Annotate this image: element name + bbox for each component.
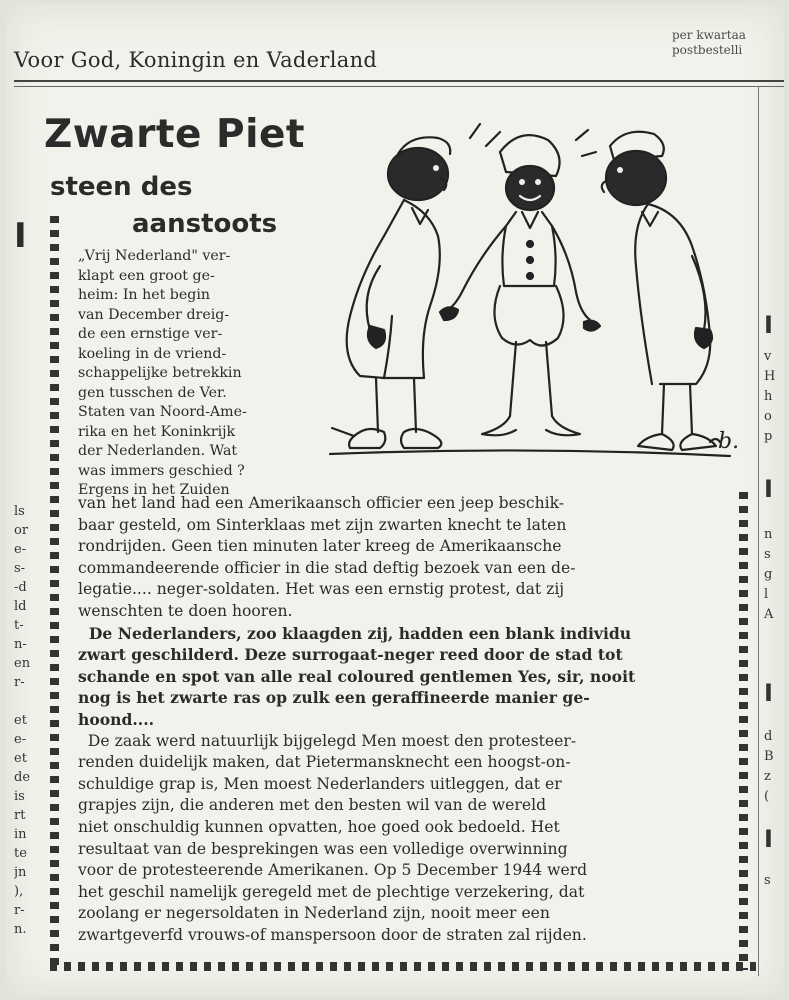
cartoon-illustration <box>320 116 752 482</box>
article-line: niet onschuldig kunnen opvatten, hoe goed ook bedoeld. Het <box>78 817 560 836</box>
right-column-fragment: H <box>764 369 776 384</box>
right-column-fragment: ( <box>764 789 770 804</box>
right-column-fragment: I <box>764 475 773 503</box>
article-line: „Vrij Nederland" ver- <box>78 248 231 264</box>
right-column-fragment: g <box>764 567 773 582</box>
left-column-fragment: en <box>14 656 31 671</box>
right-column-fragment: s <box>764 547 771 562</box>
article-line: hoond.... <box>78 709 155 729</box>
right-column-fragment: o <box>764 409 772 424</box>
left-column-initial: I <box>14 216 27 256</box>
right-column-fragment: v <box>764 349 772 364</box>
article-line: Ergens in het Zuiden <box>78 482 230 498</box>
article-line: wenschten te doen hooren. <box>78 601 293 620</box>
article-line: voor de protesteerende Amerikanen. Op 5 December 1944 werd <box>78 861 588 880</box>
article-line: de een ernstige ver- <box>78 326 223 342</box>
right-column-fragment: d <box>764 729 773 744</box>
subheadline-1: steen des <box>50 172 193 202</box>
left-column-fragment: n- <box>14 637 27 652</box>
left-column-fragment: et <box>14 751 27 766</box>
corner-line: postbestelli <box>672 43 743 57</box>
left-column-fragment: e- <box>14 542 27 557</box>
article-line: het geschil namelijk geregeld met de plechtige verzekering, dat <box>78 882 585 901</box>
left-column-fragment: ld <box>14 599 27 614</box>
headline: Zwarte Piet <box>44 112 306 157</box>
left-column-fragment: ), <box>14 884 24 899</box>
article-line: zwartgeverfd vrouws-of manspersoon door de straten zal rijden. <box>78 925 587 944</box>
left-column-fragment: r- <box>14 675 25 690</box>
right-column-fragment: A <box>764 607 774 622</box>
article-line: De Nederlanders, zoo klaagden zij, hadden een blank individu <box>78 623 632 643</box>
left-column-fragment: -d <box>14 580 27 595</box>
right-column-fragment: I <box>764 311 773 339</box>
article-line: schande en spot van alle real coloured gentlemen Yes, sir, nooit <box>78 666 636 686</box>
right-column-fragment: h <box>764 389 773 404</box>
left-column-fragment <box>14 692 40 711</box>
article-line: resultaat van de besprekingen was een volledige overwinning <box>78 839 568 858</box>
right-column-fragment: z <box>764 769 771 784</box>
article-line: Staten van Noord-Ame- <box>78 404 247 420</box>
left-column-fragment: et <box>14 713 27 728</box>
article-line: schuldige grap is, Men moest Nederlanders uitleggen, dat er <box>78 774 562 793</box>
article-line: heim: In het begin <box>78 287 211 303</box>
middle-figure <box>440 124 600 435</box>
right-figure <box>602 132 720 450</box>
article-line: nog is het zwarte ras op zulk een geraffineerde manier ge- <box>78 688 590 708</box>
left-column-fragment: rt <box>14 808 26 823</box>
right-column-fragment: I <box>764 679 773 707</box>
article-line: zoolang er negersoldaten in Nederland zijn, nooit meer een <box>78 904 550 923</box>
article-line: schappelijke betrekkin <box>78 365 242 381</box>
left-column-fragment: de <box>14 770 31 785</box>
masthead: Voor God, Koningin en Vaderland <box>14 48 378 72</box>
signature: b. <box>718 429 740 454</box>
newspaper-page <box>6 4 784 996</box>
column-rule <box>758 86 759 976</box>
left-column-fragment: r- <box>14 903 25 918</box>
left-figure <box>332 137 450 448</box>
subheadline-2: aanstoots <box>132 209 278 239</box>
article-line: van het land had een Amerikaansch officier een jeep beschik- <box>78 494 565 512</box>
left-column-fragment: te <box>14 846 27 861</box>
article-line: commandeerende officier in die stad deftig bezoek van een de- <box>78 558 576 577</box>
corner-text <box>672 28 746 58</box>
article-line: koeling in de vriend- <box>78 345 227 362</box>
right-column-fragment: s <box>764 873 771 888</box>
right-column-fragment: l <box>764 587 769 602</box>
article-line: legatie.... neger-soldaten. Het was een ernstig protest, dat zij <box>78 580 565 599</box>
left-column-fragment: or <box>14 523 29 538</box>
left-column-fragment: s- <box>14 561 26 576</box>
article-line: zwart geschilderd. Deze surrogaat-neger reed door de stad tot <box>78 645 623 665</box>
right-column-fragment: B <box>764 749 774 764</box>
left-column-fragment: in <box>14 827 27 842</box>
left-column-fragments <box>14 502 40 939</box>
corner-line: per kwartaa <box>672 28 746 42</box>
article-line: renden duidelijk maken, dat Pietermansknecht een hoogst-on- <box>78 753 571 772</box>
checkered-border-right <box>739 492 748 970</box>
right-column-fragment: I <box>764 825 773 853</box>
article-line: klapt een groot ge- <box>78 267 215 284</box>
article-line: De zaak werd natuurlijk bijgelegd Men moest den protesteer- <box>78 731 577 750</box>
left-column-fragment: n. <box>14 922 27 937</box>
article-line: grapjes zijn, die anderen met den besten wil van de wereld <box>78 796 547 815</box>
article-body <box>78 493 738 946</box>
left-column-fragment: ls <box>14 504 25 519</box>
masthead-rule-thin <box>14 86 784 87</box>
article-line: baar gesteld, om Sinterklaas met zijn zwarten knecht te laten <box>78 515 567 534</box>
checkered-border-bottom <box>50 962 756 971</box>
article-line: der Nederlanden. Wat <box>78 443 238 459</box>
article-line: was immers geschied ? <box>78 462 245 479</box>
masthead-rule <box>14 80 784 82</box>
left-column-fragment: is <box>14 789 25 804</box>
article-intro-column <box>78 247 314 501</box>
right-column-fragment: n <box>764 527 773 542</box>
checkered-border-left <box>50 216 59 968</box>
article-line: rika en het Koninkrijk <box>78 423 236 440</box>
left-column-fragment: e- <box>14 732 27 747</box>
right-column-fragment: p <box>764 429 773 444</box>
article-line: van December dreig- <box>78 306 230 323</box>
left-column-fragment: t- <box>14 618 24 633</box>
article-line: rondrijden. Geen tien minuten later kreeg de Amerikaansche <box>78 537 562 556</box>
article-line: gen tusschen de Ver. <box>78 384 227 401</box>
left-column-fragment: jn <box>14 865 27 880</box>
